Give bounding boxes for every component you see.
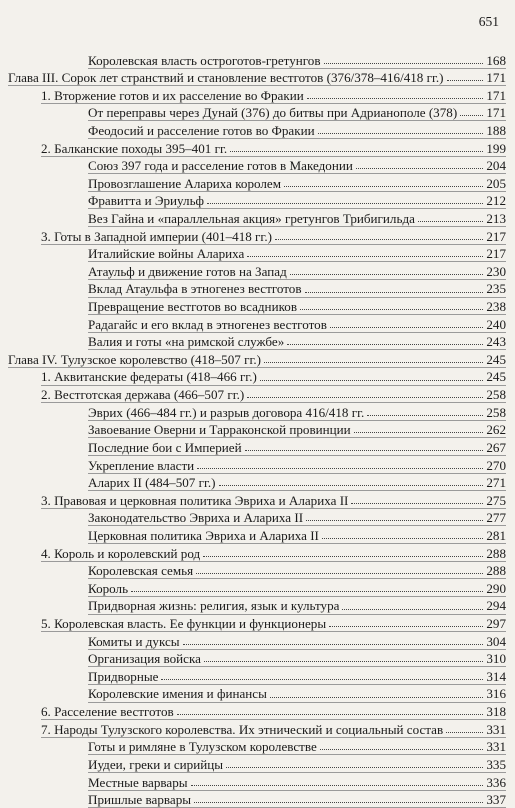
toc-section-entry: [8, 227, 506, 245]
toc-entry-title: Глава III. Сорок лет странствий и становление вестготов (376/378–416/418 гг.): [8, 71, 444, 86]
dot-leader: [351, 503, 483, 504]
toc-entry-page: 294: [486, 598, 506, 614]
dot-leader: [203, 556, 483, 557]
dot-leader: [324, 63, 484, 64]
dot-leader: [460, 115, 483, 116]
dot-leader: [307, 98, 484, 99]
toc-entry-page: 235: [486, 281, 506, 297]
dot-leader: [177, 714, 484, 715]
toc-section-entry: [8, 491, 506, 509]
toc-entry-title: Вклад Атаульфа в этногенез вестготов: [88, 282, 302, 297]
toc-entry-page: 331: [486, 721, 506, 737]
toc-entry-page: 204: [486, 158, 506, 174]
toc-entry-title: Фравитта и Эриульф: [88, 194, 205, 209]
toc-subsection-entry: [8, 262, 506, 280]
toc-entry-page: 262: [486, 422, 506, 438]
toc-entry-page: 297: [486, 616, 506, 632]
toc-entry-title: Радагайс и его вклад в этногенез вестготов: [88, 317, 327, 332]
toc-subsection-entry: [8, 755, 506, 773]
toc-subsection-entry: [8, 333, 506, 351]
dot-leader: [322, 538, 483, 539]
toc-entry-title: Аларих II (484–507 гг.): [88, 476, 216, 491]
toc-subsection-entry: [8, 773, 506, 791]
toc-entry-title: Королевские имения и финансы: [88, 687, 267, 702]
dot-leader: [447, 80, 484, 81]
toc-entry-title: 7. Народы Тулузского королевства. Их этнический и социальный состав: [41, 722, 444, 737]
toc-entry-title: Готы и римляне в Тулузском королевстве: [88, 740, 317, 755]
dot-leader: [354, 432, 484, 433]
toc-entry-title: 2. Вестготская держава (466–507 гг.): [41, 388, 245, 403]
dot-leader: [367, 415, 483, 416]
toc-section-entry: [8, 703, 506, 721]
toc-section-entry: [8, 368, 506, 386]
toc-entry-page: 290: [486, 580, 506, 596]
dot-leader: [247, 397, 483, 398]
toc-entry-page: 243: [486, 334, 506, 350]
toc-entry-title: Церковная политика Эвриха и Алариха II: [88, 528, 319, 543]
toc-entry-page: 337: [486, 792, 506, 808]
toc-section-entry: [8, 544, 506, 562]
dot-leader: [330, 327, 483, 328]
toc-subsection-entry: [8, 298, 506, 316]
toc-entry-page: 271: [486, 475, 506, 491]
toc-subsection-entry: [8, 192, 506, 210]
toc-section-entry: [8, 615, 506, 633]
dot-leader: [194, 802, 483, 803]
toc-entry-title: 6. Расселение вестготов: [41, 705, 174, 720]
toc-entry-page: 314: [486, 668, 506, 684]
toc-entry-page: 258: [486, 387, 506, 403]
toc-entry-title: Эврих (466–484 гг.) и разрыв договора 416/418 гг.: [88, 405, 365, 420]
dot-leader: [270, 697, 483, 698]
toc-entry-page: 199: [486, 140, 506, 156]
toc-entry-title: Укрепление власти: [88, 458, 195, 473]
toc-entry-title: Организация войска: [88, 652, 201, 667]
dot-leader: [204, 661, 483, 662]
toc-entry-page: 316: [486, 686, 506, 702]
toc-entry-page: 288: [486, 545, 506, 561]
toc-entry-title: Король: [88, 581, 129, 596]
dot-leader: [226, 767, 483, 768]
toc-entry-page: 217: [486, 246, 506, 262]
toc-entry-page: 171: [486, 87, 506, 103]
dot-leader: [356, 168, 484, 169]
toc-entry-title: Иудеи, греки и сирийцы: [88, 757, 224, 772]
toc-subsection-entry: [8, 438, 506, 456]
toc-entry-page: 304: [486, 633, 506, 649]
toc-subsection-entry: [8, 403, 506, 421]
toc-subsection-entry: [8, 121, 506, 139]
dot-leader: [320, 749, 484, 750]
toc-entry-title: Вез Гайна и «параллельная акция» гретунгов Трибигильда: [88, 212, 415, 226]
toc-entry-title: Придворные: [88, 669, 159, 684]
toc-entry-page: 168: [486, 52, 506, 68]
dot-leader: [196, 573, 483, 574]
toc-entry-title: Законодательство Эвриха и Алариха II: [88, 511, 304, 526]
toc-entry-title: Феодосий и расселение готов во Фракии: [88, 123, 315, 138]
toc-subsection-entry: [8, 245, 506, 263]
dot-leader: [329, 626, 483, 627]
toc-entry-page: 281: [486, 527, 506, 543]
toc-entry-title: Пришлые варвары: [88, 793, 192, 808]
toc-entry-title: Валия и готы «на римской службе»: [88, 335, 285, 350]
dot-leader: [418, 221, 483, 222]
toc-subsection-entry: [8, 597, 506, 615]
page-number: 651: [478, 14, 499, 29]
dot-leader: [275, 239, 483, 240]
dot-leader: [131, 591, 483, 592]
toc-subsection-entry: [8, 51, 506, 69]
toc-entry-page: 212: [486, 193, 506, 209]
toc-section-entry: [8, 86, 506, 104]
dot-leader: [284, 186, 483, 187]
toc-subsection-entry: [8, 650, 506, 668]
toc-entry-title: Королевская власть остроготов-гретунгов: [88, 53, 321, 68]
toc-entry-page: 310: [486, 651, 506, 667]
toc-entry-page: 240: [486, 316, 506, 332]
dot-leader: [300, 309, 483, 310]
toc-subsection-entry: [8, 209, 506, 227]
dot-leader: [191, 785, 484, 786]
toc-subsection-entry: [8, 174, 506, 192]
toc-chapter-entry: [8, 69, 506, 87]
toc-entry-title: Превращение вестготов во всадников: [88, 300, 298, 315]
toc-entry-title: 2. Балканские походы 395–401 гг.: [41, 141, 228, 156]
dot-leader: [161, 679, 483, 680]
toc-entry-title: Местные варвары: [88, 775, 188, 790]
toc-entry-page: 205: [486, 175, 506, 191]
toc-entry-page: 258: [486, 404, 506, 420]
toc-subsection-entry: [8, 474, 506, 492]
toc-entry-title: Последние бои с Империей: [88, 440, 242, 455]
toc-entry-title: Союз 397 года и расселение готов в Македонии: [88, 159, 353, 174]
dot-leader: [245, 450, 484, 451]
toc-subsection-entry: [8, 667, 506, 685]
toc-entry-title: Италийские войны Алариха: [88, 247, 245, 262]
table-of-contents: [8, 51, 506, 808]
toc-subsection-entry: [8, 104, 506, 122]
toc-entry-page: 288: [486, 563, 506, 579]
dot-leader: [342, 609, 483, 610]
toc-section-entry: [8, 139, 506, 157]
dot-leader: [207, 203, 483, 204]
toc-entry-page: 245: [486, 351, 506, 367]
toc-entry-title: Глава IV. Тулузское королевство (418–507 гг.): [8, 352, 261, 367]
toc-entry-title: Комиты и дуксы: [88, 634, 180, 649]
toc-entry-page: 275: [486, 492, 506, 508]
dot-leader: [290, 274, 484, 275]
toc-entry-page: 331: [486, 739, 506, 755]
dot-leader: [305, 292, 484, 293]
toc-entry-title: Провозглашение Алариха королем: [88, 176, 282, 191]
toc-entry-page: 217: [486, 228, 506, 244]
toc-subsection-entry: [8, 738, 506, 756]
toc-entry-page: 335: [486, 756, 506, 772]
toc-entry-page: 336: [486, 774, 506, 790]
dot-leader: [260, 380, 484, 381]
toc-subsection-entry: [8, 562, 506, 580]
toc-entry-page: 171: [486, 70, 506, 86]
toc-entry-title: 3. Готы в Западной империи (401–418 гг.): [41, 229, 272, 244]
toc-subsection-entry: [8, 526, 506, 544]
toc-entry-title: Придворная жизнь: религия, язык и культура: [88, 599, 340, 614]
toc-entry-title: 3. Правовая и церковная политика Эвриха и Алариха II: [41, 493, 349, 508]
dot-leader: [446, 732, 483, 733]
toc-entry-title: 1. Аквитанские федераты (418–466 гг.): [41, 370, 257, 385]
toc-subsection-entry: [8, 421, 506, 439]
toc-subsection-entry: [8, 791, 506, 808]
toc-entry-page: 318: [486, 704, 506, 720]
dot-leader: [219, 485, 484, 486]
toc-section-entry: [8, 386, 506, 404]
toc-subsection-entry: [8, 579, 506, 597]
dot-leader: [197, 468, 483, 469]
toc-subsection-entry: [8, 632, 506, 650]
dot-leader: [264, 362, 483, 363]
toc-entry-page: 188: [486, 122, 506, 138]
dot-leader: [287, 344, 483, 345]
toc-chapter-entry: [8, 350, 506, 368]
toc-subsection-entry: [8, 509, 506, 527]
toc-entry-title: 5. Королевская власть. Ее функции и функционеры: [41, 617, 327, 632]
toc-entry-page: 213: [486, 211, 506, 226]
toc-entry-page: 238: [486, 299, 506, 315]
toc-entry-page: 245: [486, 369, 506, 385]
toc-entry-title: 4. Король и королевский род: [41, 546, 201, 561]
dot-leader: [247, 256, 483, 257]
toc-entry-page: 277: [486, 510, 506, 526]
toc-subsection-entry: [8, 315, 506, 333]
toc-subsection-entry: [8, 280, 506, 298]
dot-leader: [183, 644, 484, 645]
dot-leader: [230, 151, 483, 152]
toc-entry-title: Королевская семья: [88, 564, 194, 579]
toc-subsection-entry: [8, 157, 506, 175]
toc-entry-title: Завоевание Оверни и Тарраконской провинции: [88, 423, 351, 438]
toc-entry-page: 171: [486, 105, 506, 121]
toc-entry-page: 230: [486, 263, 506, 279]
toc-entry-title: От переправы через Дунай (376) до битвы при Адрианополе (378): [88, 106, 458, 121]
dot-leader: [318, 133, 484, 134]
toc-entry-page: 267: [486, 439, 506, 455]
dot-leader: [306, 520, 483, 521]
toc-entry-page: 270: [486, 457, 506, 473]
toc-subsection-entry: [8, 685, 506, 703]
toc-section-entry: [8, 720, 506, 738]
toc-subsection-entry: [8, 456, 506, 474]
toc-entry-title: Атаульф и движение готов на Запад: [88, 264, 287, 279]
toc-entry-title: 1. Вторжение готов и их расселение во Фракии: [41, 88, 304, 103]
